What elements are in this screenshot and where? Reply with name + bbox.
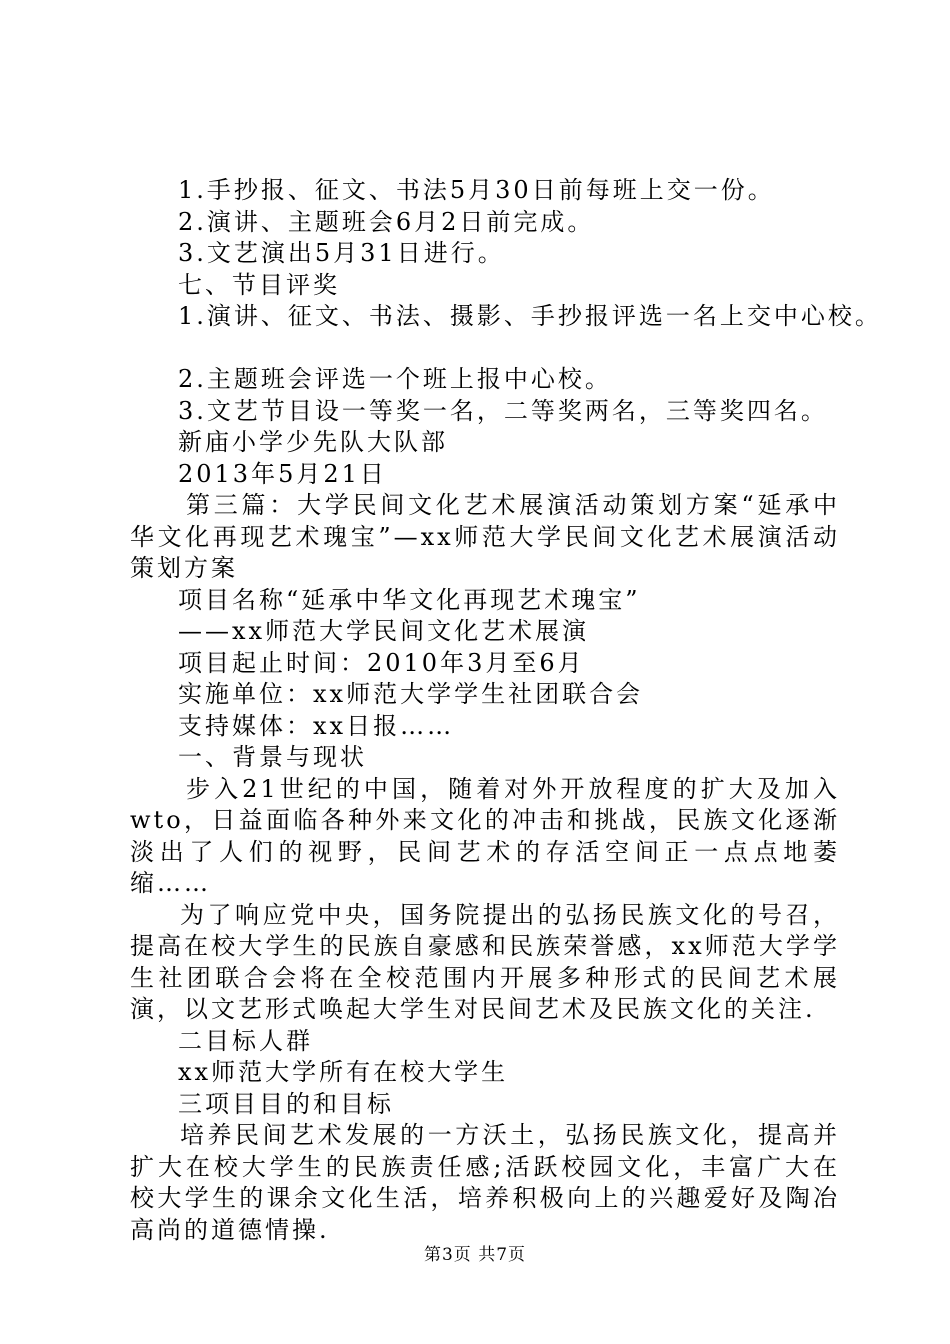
paragraph-goals: 培养民间艺术发展的一方沃土，弘扬民族文化，提高并扩大在校大学生的民族责任感;活跃校园文化，丰富广大在校大学生的课余文化生活，培养积极向上的兴趣爱好及陶冶高尚的道德情操. (130, 1121, 840, 1244)
part3-heading: 第三篇：大学民间文化艺术展演活动策划方案“延承中华文化再现艺术瑰宝”—xx师范大学民间文化艺术展演活动策划方案 (130, 491, 840, 582)
section-heading-target: 二目标人群 (178, 1026, 313, 1055)
text-line-6: 2.主题班会评选一个班上报中心校。 (178, 365, 612, 393)
text-line-3: 3.文艺演出5月31日进行。 (178, 239, 505, 267)
document-body (130, 175, 882, 1246)
page-number-footer: 第3页 共7页 (423, 1245, 527, 1265)
section-heading-awards: 七、节目评奖 (178, 270, 340, 299)
text-line-2: 2.演讲、主题班会6月2日前完成。 (178, 207, 595, 236)
target-audience: xx师范大学所有在校大学生 (178, 1058, 509, 1086)
paragraph-background: 步入21世纪的中国，随着对外开放程度的扩大及加入wto，日益面临各种外来文化的冲击和挑战，民族文化逐渐淡出了人们的视野，民间艺术的存活空间正一点点地萎缩…… (130, 774, 840, 897)
text-line-5: 1.演讲、征文、书法、摄影、手抄报评选一名上交中心校。 (178, 302, 882, 330)
project-organizer: 实施单位：xx师范大学学生社团联合会 (178, 680, 644, 708)
signature-date: 2013年5月21日 (178, 459, 387, 488)
section-heading-background: 一、背景与现状 (178, 743, 367, 771)
blank-line (130, 333, 840, 365)
section-heading-goals: 三项目目的和目标 (178, 1089, 394, 1118)
project-name: 项目名称“延承中华文化再现艺术瑰宝” (178, 585, 641, 614)
project-media: 支持媒体：xx日报…… (178, 711, 455, 740)
project-subtitle: ——xx师范大学民间文化艺术展演 (178, 617, 590, 645)
text-line-1: 1.手抄报、征文、书法5月30日前每班上交一份。 (178, 176, 775, 204)
text-line-7: 3.文艺节目设一等奖一名，二等奖两名，三等奖四名。 (178, 396, 828, 425)
signature-org: 新庙小学少先队大队部 (178, 428, 448, 456)
project-period: 项目起止时间：2010年3月至6月 (178, 648, 585, 677)
paragraph-response: 为了响应党中央，国务院提出的弘扬民族文化的号召，提高在校大学生的民族自豪感和民族荣誉感，xx师范大学学生社团联合会将在全校范围内开展多种形式的民间艺术展演，以文艺形式唤起大学生对民间艺术及民族文化的关注. (130, 900, 840, 1023)
